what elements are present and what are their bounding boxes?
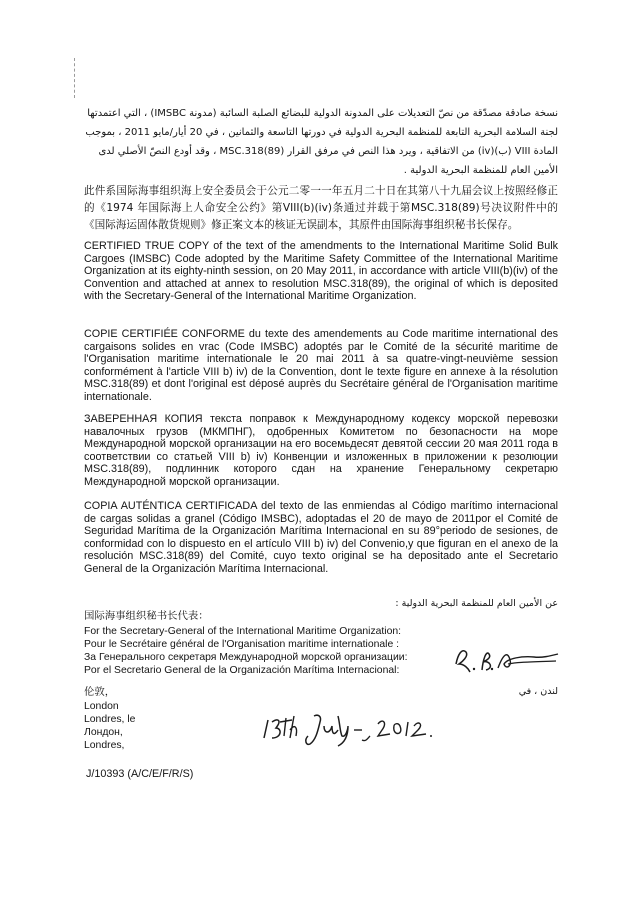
chinese-signatory-line: 国际海事组织秘书长代表： bbox=[84, 611, 209, 622]
chinese-place-line: 伦敦， bbox=[84, 687, 116, 698]
arabic-signatory-line: عن الأمين العام للمنظمة البحرية الدولية : bbox=[395, 598, 558, 609]
chinese-certification-text: 此件系国际海事组织海上安全委员会于公元二零一一年五月二十日在其第八十九届会议上按照经修正的《1974 年国际海上人命安全公约》第VIII(b)(iv)条通过并载于第MSC.318(89)号决议附件中的《国际海运固体散货规则》修正案文本的核证无误副本，其原件由国际海事组织秘书长保存。 bbox=[84, 185, 558, 231]
margin-mark bbox=[74, 58, 76, 98]
arabic-certification-text: نسخة صادقة مصدّقة من نصّ التعديلات على المدونة الدولية للبضائع الصلبة السائبة (مدونة IMSBC) ، التي اعتمدتها لجنة السلامة البحرية التابعة للمنظمة البحرية الدولية في دورتها التاسعة والثمانين ، في 20 أيار/مايو 2011 ، بموجب المادة VIII (ب)(iv) من الاتفاقية ، ويرد هذا النص في مرفق القرار MSC.318(89) ، وقد أودع النصّ الأصلي لدى الأمين العام للمنظمة البحرية الدولية . bbox=[85, 108, 558, 176]
handwritten-date bbox=[258, 708, 438, 748]
english-signatory-line: For the Secretary-General of the International Maritime Organization: bbox=[84, 626, 402, 637]
english-certification-text: CERTIFIED TRUE COPY of the text of the amendments to the International Maritime Solid Bulk Cargoes (IMSBC) Code adopted by the Maritime Safety Committee of the International Maritime Organization at its eighty-ninth session, on 20 May 2011, in accordance with article VIII(b)(iv) of the Convention and attached at annex to resolution MSC.318(89), the original of which is deposited with the Secretary-General of the International Maritime Organization. bbox=[84, 240, 558, 303]
english-place-line: London bbox=[84, 701, 119, 712]
russian-certification-text: ЗАВЕРЕННАЯ КОПИЯ текста поправок к Международному кодексу морской перевозки навалочных грузов (МКМПНГ), одобренных Комитетом по безопасности на море Международной морской организации на его восемьдесят девятой сессии 20 мая 2011 года в соответствии со статьей VIII b) iv) Конвенции и изложенных в приложении к резолюции MSC.318(89), подлинник которого сдан на хранение Генеральному секретарю Международной морской организации. bbox=[84, 413, 558, 488]
spanish-certification-text: COPIA AUTÉNTICA CERTIFICADA del texto de las enmiendas al Código marítimo internacional de cargas solidas a granel (Código IMSBC), adoptadas el 20 de mayo de 2011por el Comité de Seguridad Marítima de la Organización Marítima Internacional en su 89°periodo de sesiones, de conformidad con lo dispuesto en el artículo VIII b) iv) del Convenio,y que figuran en el anexo de la resolución MSC.318(89) del Comité, cuyo texto original se ha depositado ante el Secretario General de la Organización Marítima Internacional. bbox=[84, 500, 558, 575]
russian-signatory-line: За Генерального секретаря Международной морской организации: bbox=[84, 652, 408, 663]
spanish-signatory-line: Por el Secretario General de la Organización Marítima Internacional: bbox=[84, 665, 400, 676]
french-place-line: Londres, le bbox=[84, 714, 136, 725]
secretary-signature bbox=[452, 640, 562, 678]
spanish-place-line: Londres, bbox=[84, 740, 125, 751]
russian-place-line: Лондон, bbox=[84, 727, 123, 738]
french-certification-text: COPIE CERTIFIÉE CONFORME du texte des amendements au Code maritime international des cargaisons solides en vrac (Code IMSBC) adoptés par le Comité de la sécurité maritime de l'Organisation maritime internationale le 20 mai 2011 à sa quatre-vingt-neuvième session conformément à l'article VIII b) iv) de la Convention, dont le texte figure en annexe à la résolution MSC.318(89) et dont l'original est déposé auprès du Secrétaire général de l'Organisation maritime internationale. bbox=[84, 328, 558, 403]
arabic-place-line: لندن ، في bbox=[518, 686, 558, 697]
french-signatory-line: Pour le Secrétaire général de l'Organisation maritime internationale : bbox=[84, 639, 400, 650]
document-reference: J/10393 (A/C/E/F/R/S) bbox=[86, 768, 194, 780]
